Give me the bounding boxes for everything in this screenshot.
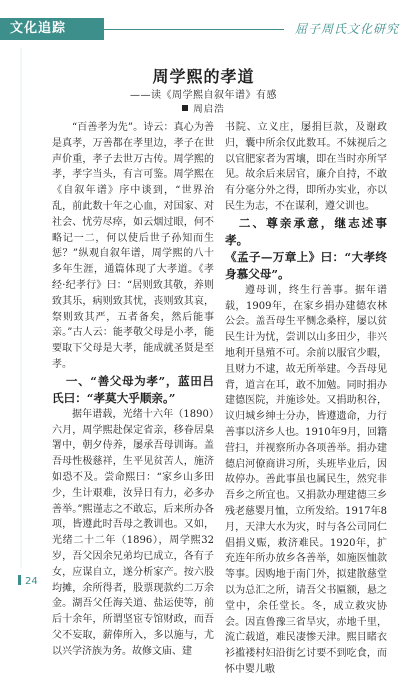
paragraph: 书院、立义庄，屡捐巨款，及谢政归，囊中所余仅此数耳。不妹视后之以官肥家者为霄壤，即在当时亦所罕见。故余后来居官，廉介自持，不敢有分毫分外之得，即所办实业，亦以民生为志，不在谋利，遵父训也。 xyxy=(225,122,387,212)
journal-name: 屈子周氏文化研究 xyxy=(294,22,399,36)
section-tag: 文化追踪 xyxy=(0,18,104,40)
page-number-text: 24 xyxy=(25,576,38,587)
page-number xyxy=(18,575,38,587)
square-bullet-icon xyxy=(182,105,188,111)
left-column xyxy=(52,120,214,660)
author-name: 周启浩 xyxy=(193,104,225,115)
section-heading-1: 一、“善父母为孝”，蓝田吕氏曰：“孝莫大乎顺亲。” xyxy=(52,373,214,405)
page-title: 周学熙的孝道 xyxy=(152,67,255,86)
article-subtitle: ——读《周学熙自叙年谱》有感 xyxy=(130,90,277,101)
header-rule xyxy=(104,29,284,30)
paragraph: 遵母训，终生行善事。据年谱载，1909年，在家乡捐办建德农林公会。盖吾母生平恻念桑梓，屡以贫民生计为忧，尝训以山多田少，非兴地利开垦殖不可。余前以服官少暇，且财力不逮，故无所举建。今吾母见背，道言在耳，敢不加勉。同时捐办建德医院，并施诊处。又捐助积谷，议归城乡绅士分办，皆遵遗命，力行善事以济乡人也。1910年9月，回籍营扫，并视察所办各项善举。捐办建德启河僚商讲习所，头班毕业后，因故停办。善此事虽也属民生，然究非吾乡之所宜也。又捐款办理建德三乡残老慈婴月恤，立所发给。1917年8月，天津大水为灾，时与各公司同仁倡捐义赈，救济难民。1920年，扩充连年所办放乡各善举，如施医恤款等事。因购地于南门外，拟建散慈堂以为总汇之所，请吾父书匾额，悬之堂中，余任堂长。冬，成立救灾协会。因直鲁豫三省旱灾，赤地千里，流亡载道，难民凄惨天津。熙目睹衣衫褴褛村妇沿街乞讨要不到吃食，而怀中婴儿嗷 xyxy=(225,284,387,675)
paragraph: “百善孝为先”。诗云：真心为善是真孝，万善都在孝里边，孝子在世声价重，孝子去世万古传。周学熙的孝，孝字当头，有言可鉴。周学熙在《自叙年谱》序中谈到，“世界治乱，前此数十年之心血，对国家、对社会、忧劳尽瘁，如云烟过眼，何不略记一二，何以使后世子孙知而生惩？”纵观自叙年谱，周学熙的八十多年生涯，通篇体现了大孝道。《孝经·纪孝行》曰：“居则致其敬，养则致其乐，病则致其忧，丧则致其哀，祭则致其严，五者备矣，然后能事亲。”古人云：能孝敬父母是小孝，能要取下父母是大孝，能成就圣贤是至孝。 xyxy=(52,122,214,370)
section-heading-2 xyxy=(225,215,387,283)
section-heading-2-line1: 二、尊亲承意，继志述事孝。 xyxy=(225,215,387,247)
paragraph: 据年谱载，光绪十六年（1890）六月，周学熙赴保定省亲，移眷居臬署中，朝夕侍养，屡承吾母训诲。盖吾母性极慈祥，生平见贫苦人，施济如恐不及。尝命熙曰：“家乡山多田少，生计艰难，汝异日有力，必多办善举。”熙谨志之不敢忘，后来所办各项，皆遵此时吾母之教训也。又如，光绪二十二年（1896），周学熙32岁，吾父因余兄弟均已成立，各有子女，应谋自立，遂分析家产。按六股均摊，余所得者，股票现款约二万余金。湖吾父任海关道、盐运使等，前后十余年，所谓坚宦专馆财政，而吾父不妄取，薪俸所入，多以施与，尤以兴学济族为务。故修文庙、建 xyxy=(52,408,214,657)
right-column xyxy=(225,120,387,678)
author-line xyxy=(0,101,407,115)
section-heading-2-line2: 《孟子—万章上》曰：“大孝终身慕父母”。 xyxy=(225,249,387,281)
header-bar xyxy=(0,18,407,40)
page-number-bar xyxy=(18,575,21,585)
